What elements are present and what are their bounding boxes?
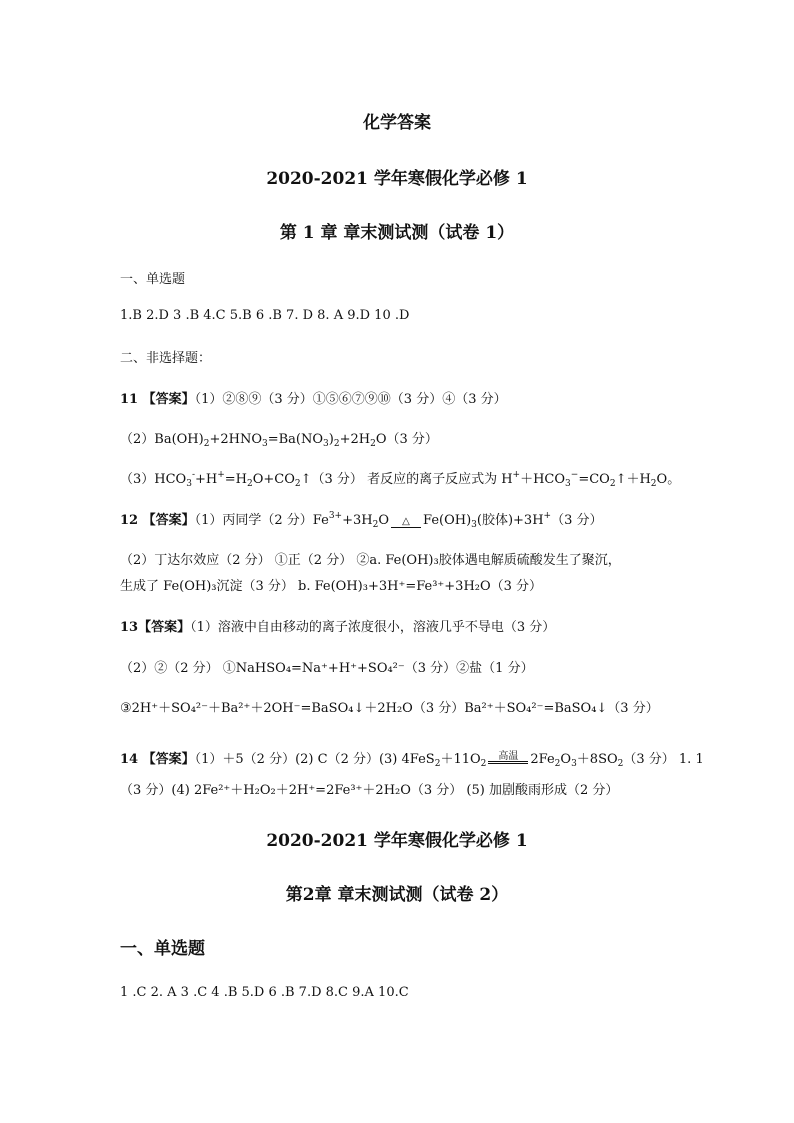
q13-answer-line3: ③2H⁺＋SO₄²⁻＋Ba²⁺＋2OH⁻=BaSO₄↓＋2H₂O（3 分）Ba²⁺＋SO₄²⁻=BaSO₄↓（3 分）: [120, 701, 659, 716]
heat-triangle-icon: [391, 516, 421, 528]
q12-answer-line2: （2）丁达尔效应（2 分） ①正（2 分） ②a. Fe(OH)₃胶体遇电解质硫酸发生了聚沉，: [120, 553, 621, 568]
document-title: 化学答案: [363, 113, 431, 133]
q11-answer-line3: $(3)HCO_3^-+H^+=H_2O+CO_2↑(3$ 分） 者反应的离子反应式为 $H^++HCO_3^-=CO_2↑+H_2O$。: [120, 470, 681, 489]
q13-answer-line2: （2）②（2 分） ①NaHSO₄=Na⁺+H⁺+SO₄²⁻（3 分）②盐（1 分）: [120, 661, 534, 676]
q11-answer-line2: $(2)Ba(OH)_2+2HNO_3=Ba(NO_3)_2+2H_2O(3$ 分）: [120, 432, 438, 449]
part2-chapter-heading: 第2章 章末测试测（试卷 2）: [285, 885, 509, 905]
q14-answer-line1: 14 【答案】（1）＋5（2 分）(2) C（2 分）(3) $4FeS_2+11O_2$高温 $2Fe_2O_3+8SO_2(3$ 分） 1. 1: [120, 751, 704, 769]
part1-section2-heading: 二、非选择题：: [120, 351, 212, 366]
part1-section1-heading: 一、单选题: [120, 272, 186, 287]
part2-section1-heading: 一、单选题: [120, 939, 205, 959]
q11-answer-line1: 11 【答案】（1）②⑧⑨（3 分）①⑤⑥⑦⑨⑩（3 分）④（3 分）: [120, 392, 507, 407]
part1-subtitle: 2020-2021 学年寒假化学必修 1: [266, 169, 528, 189]
q12-label: 12 【答案】: [120, 513, 195, 528]
q14-label: 14 【答案】: [120, 752, 195, 767]
q14-answer-line2: （3 分）(4) 2Fe²⁺＋H₂O₂＋2H⁺=2Fe³⁺＋2H₂O（3 分） (5) 加剧酸雨形成（2 分）: [120, 783, 619, 798]
q13-answer-line1: 13【答案】（1）溶液中自由移动的离子浓度很小，溶液几乎不导电（3 分）: [120, 620, 556, 635]
q13-label: 13【答案】: [120, 620, 191, 635]
q11-label: 11 【答案】: [120, 392, 195, 407]
part2-subtitle: 2020-2021 学年寒假化学必修 1: [266, 831, 528, 851]
part2-section1-answers: 1 .C 2. A 3 .C 4 .B 5.D 6 .B 7.D 8.C 9.A 10.C: [120, 985, 409, 1000]
reaction-condition: 高温: [488, 753, 528, 764]
part1-section1-answers: 1.B 2.D 3 .B 4.C 5.B 6 .B 7. D 8. A 9.D 10 .D: [120, 308, 410, 323]
q12-answer-line3: 生成了 Fe(OH)₃沉淀（3 分） b. Fe(OH)₃+3H⁺=Fe³⁺+3H₂O（3 分）: [120, 579, 543, 594]
part1-chapter-heading: 第 1 章 章末测试测（试卷 1）: [279, 223, 515, 243]
q12-answer-line1: 12 【答案】（1）丙同学（2 分）$Fe^{3+}+3H_2O\triangle$ $Fe(OH)_3$(胶体)+3H+（3 分）: [120, 509, 603, 528]
